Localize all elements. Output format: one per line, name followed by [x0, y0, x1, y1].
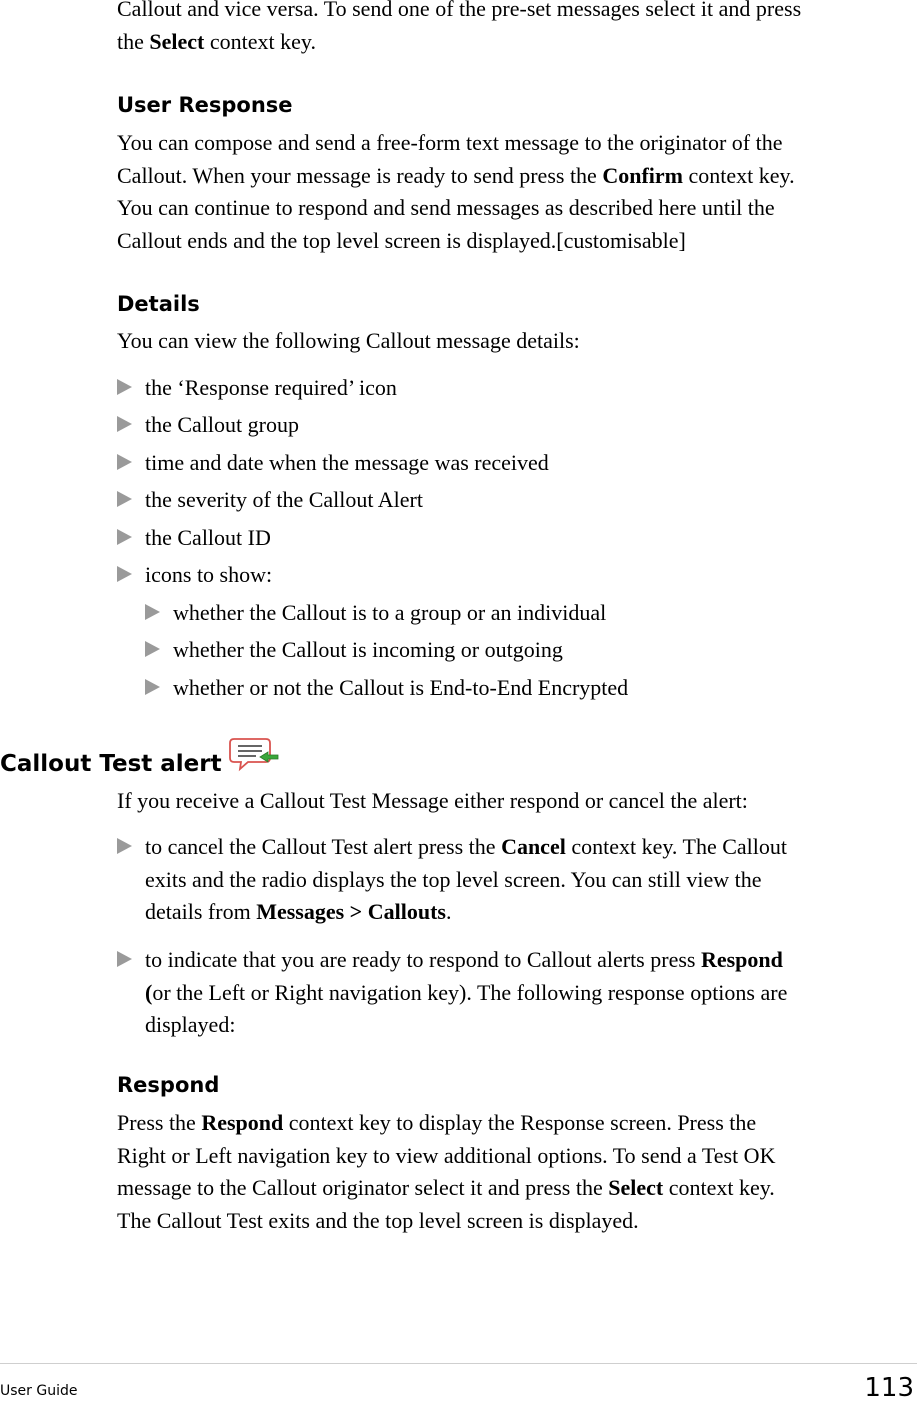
list-item-text: time and date when the message was received [145, 450, 549, 475]
test-alert-heading-row [0, 738, 280, 778]
text-run: to cancel the Callout Test alert press the [145, 834, 502, 859]
test-alert-intro: If you receive a Callout Test Message either respond or cancel the alert: [117, 788, 748, 813]
text-run: . [445, 899, 452, 924]
text-line [117, 160, 912, 193]
list-item-text: whether the Callout is incoming or outgoing [173, 637, 563, 662]
text-run: context key. [682, 162, 795, 188]
sub-list-item [145, 634, 912, 667]
list-item-text: whether or not the Callout is End-to-End Encrypted [173, 675, 629, 700]
sub-list-item [145, 597, 912, 630]
text-run: ( [145, 979, 153, 1005]
respond-key-label: Respond [700, 947, 783, 972]
list-item [117, 522, 912, 555]
user-response-heading: User Response [117, 93, 293, 117]
text-run: displayed: [145, 1012, 236, 1037]
confirm-key-label: Confirm [602, 162, 683, 188]
text-run: the [117, 28, 150, 54]
list-item [117, 372, 912, 405]
intro-line [117, 26, 912, 59]
list-item-text: the Callout ID [145, 525, 271, 550]
list-item [117, 409, 912, 442]
select-key-label: Select [608, 1175, 664, 1200]
text-run: Callout. When your message is ready to send press the [117, 162, 603, 188]
text-line [117, 1172, 912, 1205]
text-run: to indicate that you are ready to respond to Callout alerts press [145, 947, 701, 972]
text-run: context key. [204, 28, 316, 54]
list-item-text: icons to show: [145, 562, 273, 587]
cancel-key-label: Cancel [501, 834, 566, 859]
text-line [117, 1107, 912, 1140]
user-response-paragraph [117, 127, 912, 257]
text-line: Right or Left navigation key to view additional options. To send a Test OK [117, 1142, 776, 1168]
list-item-text: whether the Callout is to a group or an individual [173, 600, 607, 625]
list-item-text: the Callout group [145, 412, 299, 437]
respond-key-label: Respond [201, 1110, 284, 1135]
bullet-triangle-icon [145, 604, 160, 620]
text-run: details from [145, 899, 257, 924]
text-run: context key. The Callout [565, 834, 787, 859]
bullet-triangle-icon [117, 416, 132, 432]
bullet-triangle-icon [117, 379, 132, 395]
list-item [117, 484, 912, 517]
list-item-text [145, 944, 912, 1042]
bullet-triangle-icon [117, 491, 132, 507]
message-icon [228, 736, 280, 772]
text-line: You can compose and send a free-form text message to the originator of the [117, 130, 783, 155]
text-run: context key to display the Response screen. Press the [283, 1110, 757, 1135]
list-item-text: the severity of the Callout Alert [145, 487, 423, 512]
footer-title: User Guide [0, 1383, 78, 1399]
list-item-text [145, 831, 912, 929]
bullet-triangle-icon [145, 641, 160, 657]
footer-divider [0, 1363, 917, 1364]
list-item-text: the ‘Response required’ icon [145, 375, 397, 400]
intro-line: Callout and vice versa. To send one of the pre-set messages select it and press [117, 0, 802, 21]
respond-paragraph [117, 1107, 912, 1237]
bullet-triangle-icon [117, 454, 132, 470]
sub-list-item [145, 672, 912, 705]
details-heading: Details [117, 292, 200, 316]
text-run: message to the Callout originator select it and press the [117, 1175, 609, 1200]
menu-path-label: Messages > Callouts [256, 899, 446, 924]
bullet-triangle-icon [117, 951, 132, 967]
text-run: Press the [117, 1110, 202, 1135]
text-run: context key. [663, 1175, 775, 1200]
list-item [117, 831, 912, 929]
respond-heading: Respond [117, 1073, 220, 1097]
text-line: Callout ends and the top level screen is displayed.[customisable] [117, 227, 686, 253]
list-item [117, 944, 912, 1042]
bullet-triangle-icon [117, 838, 132, 854]
intro-paragraph [117, 0, 912, 58]
text-line: You can continue to respond and send messages as described here until the [117, 195, 775, 220]
details-intro: You can view the following Callout message details: [117, 328, 580, 353]
bullet-triangle-icon [117, 529, 132, 545]
select-key-label: Select [149, 28, 205, 54]
bullet-triangle-icon [117, 566, 132, 582]
list-item [117, 447, 912, 480]
test-alert-heading: Callout Test alert [0, 751, 222, 777]
text-run: exits and the radio displays the top level screen. You can still view the [145, 866, 762, 892]
text-line: The Callout Test exits and the top level screen is displayed. [117, 1207, 639, 1233]
list-item [117, 559, 912, 592]
text-run: or the Left or Right navigation key). The following response options are [152, 979, 788, 1005]
page-number: 113 [864, 1373, 914, 1403]
bullet-triangle-icon [145, 679, 160, 695]
